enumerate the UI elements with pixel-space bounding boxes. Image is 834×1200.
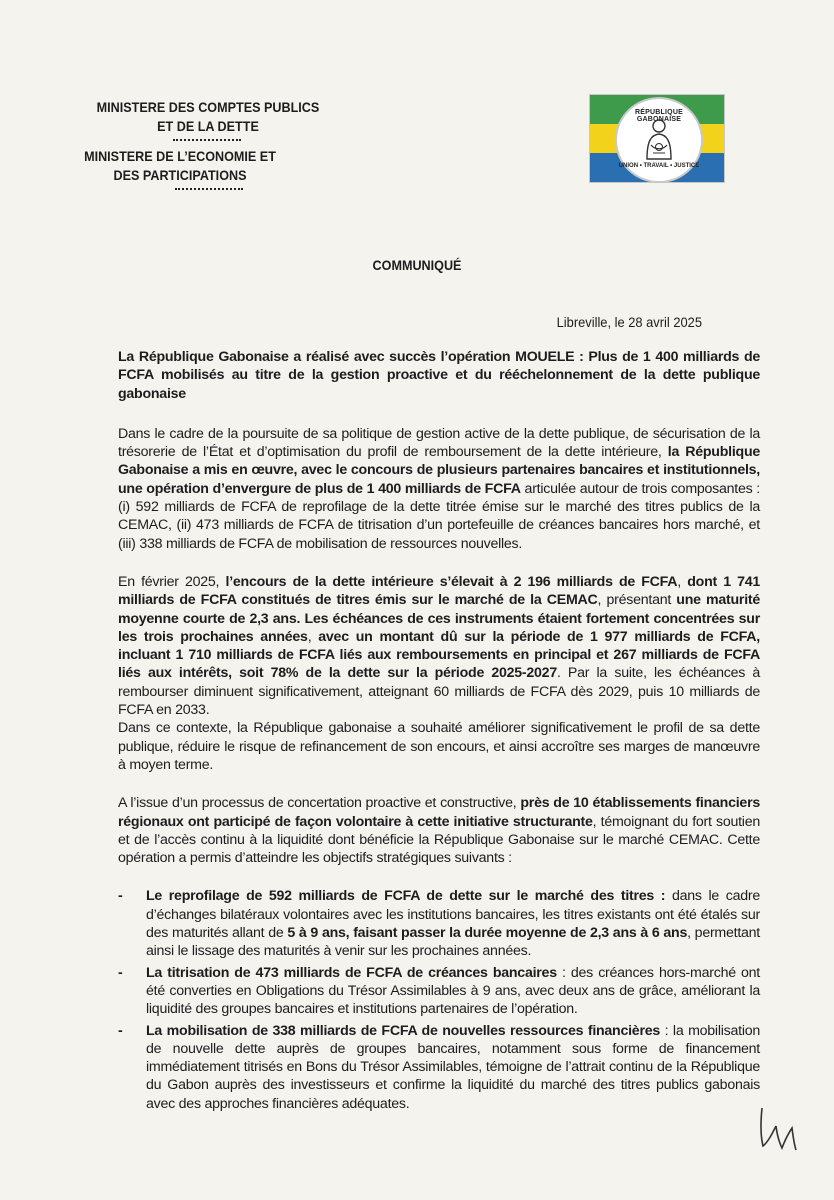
bullet-dash: - bbox=[118, 1022, 123, 1039]
ministry-comptes-publics: MINISTERE DES COMPTES PUBLICS ET DE LA DETTE bbox=[96, 99, 320, 134]
headline: La République Gabonaise a réalisé avec succès l’opération MOUELE : Plus de 1 400 milliards de FCFA mobilisés au titre de la gestion proactive et du rééchelonnement de la dette publique gabonaise bbox=[118, 349, 760, 402]
paragraph-3: Dans ce contexte, la République gabonaise a souhaité améliorer significativement le profil de sa dette publique, réduire le risque de refinancement de son encours, et ainsi accroître ses marges de manœuvre à moyen terme. bbox=[118, 720, 760, 773]
separator-line bbox=[175, 188, 243, 190]
seal-motto: UNION • TRAVAIL • JUSTICE bbox=[618, 163, 700, 169]
document-body bbox=[118, 348, 760, 1116]
gabon-flag-seal bbox=[589, 94, 725, 183]
list-item: - La titrisation de 473 milliards de FCFA de créances bancaires : des créances hors-marché ont été converties en Obligations du Trésor Assimilables à 9 ans, avec deux ans de grâce, améliorant la liquidité des groupes bancaires et institutions partenaires de l’opération. bbox=[118, 964, 761, 1018]
seal-title: RÉPUBLIQUE GABONAISE bbox=[635, 109, 683, 123]
paragraph-1: Dans le cadre de la poursuite de sa politique de gestion active de la dette publique, de sécurisation de la trésorerie de l’État et d’optimisation du profil de remboursement de la dette intérieure, la République Gabonaise a mis en œuvre, avec le concours de plusieurs partenaires bancaires et institutionnels, une opération d’envergure de plus de 1 400 milliards de FCFA articulée autour de trois composantes : (i) 592 milliards de FCFA de reprofilage de la dette titrée émise sur le marché des titres publics de la CEMAC, (ii) 473 milliards de FCFA de titrisation d’un portefeuille de créances bancaires hors marché, et (iii) 338 milliards de FCFA de mobilisation de ressources nouvelles. bbox=[118, 425, 760, 552]
seal-emblem bbox=[615, 97, 703, 183]
document-date: Libreville, le 28 avril 2025 bbox=[556, 314, 702, 330]
document-title: COMMUNIQUÉ bbox=[372, 257, 462, 273]
ministries-header bbox=[0, 98, 400, 196]
ministry-economie: MINISTERE DE L’ECONOMIE ET DES PARTICIPATIONS bbox=[84, 148, 276, 183]
bullet-dash: - bbox=[118, 888, 123, 905]
paragraph-4: A l’issue d’un processus de concertation proactive et constructive, près de 10 établissements financiers régionaux ont participé de façon volontaire à cette initiative structurante, témoignant du fort soutien et de l’accès continu à la liquidité dont bénéficie la République Gabonaise sur le marché CEMAC. Cette opération a permis d’atteindre les objectifs stratégiques suivants : bbox=[118, 795, 760, 867]
separator-line bbox=[173, 139, 241, 141]
mother-and-child-icon bbox=[639, 117, 679, 161]
list-item: - Le reprofilage de 592 milliards de FCFA de dette sur le marché des titres : dans le cadre d’échanges bilatéraux volontaires avec les institutions bancaires, les titres existants ont été étalés sur des maturités allant de 5 à 9 ans, faisant passer la durée moyenne de 2,3 ans à 6 ans, permettant ainsi le lissage des maturités à venir sur les prochaines années. bbox=[118, 888, 760, 960]
paragraph-2: En février 2025, l’encours de la dette intérieure s’élevait à 2 196 milliards de FCFA, dont 1 741 milliards de FCFA constitués de titres émis sur le marché de la CEMAC, présentant une maturité moyenne courte de 2,3 ans. Les échéances de ces instruments étaient fortement concentrées sur les trois prochaines années, avec un montant dû sur la période de 1 977 milliards de FCFA, incluant 1 710 milliards de FCFA liés aux remboursements en principal et 267 milliards de FCFA liés aux intérêts, soit 78% de la dette sur la période 2025-2027. Par la suite, les échéances à rembourser diminuent significativement, atteignant 60 milliards de FCFA dès 2029, puis 10 milliards de FCFA en 2033. bbox=[118, 573, 760, 719]
handwritten-initials bbox=[752, 1104, 802, 1154]
bullet-dash: - bbox=[118, 964, 123, 981]
objectives-list bbox=[118, 887, 760, 1113]
list-item: - La mobilisation de 338 milliards de FCFA de nouvelles ressources financières : la mobilisation de nouvelle dette auprès de groupes bancaires, notamment sous forme de financement immédiatement titrisés en Bons du Trésor Assimilables, témoigne de l’attrait continu de la République du Gabon auprès des investisseurs et confirme la liquidité du marché des titres publics gabonais avec des approches financières adéquates. bbox=[118, 1022, 760, 1112]
